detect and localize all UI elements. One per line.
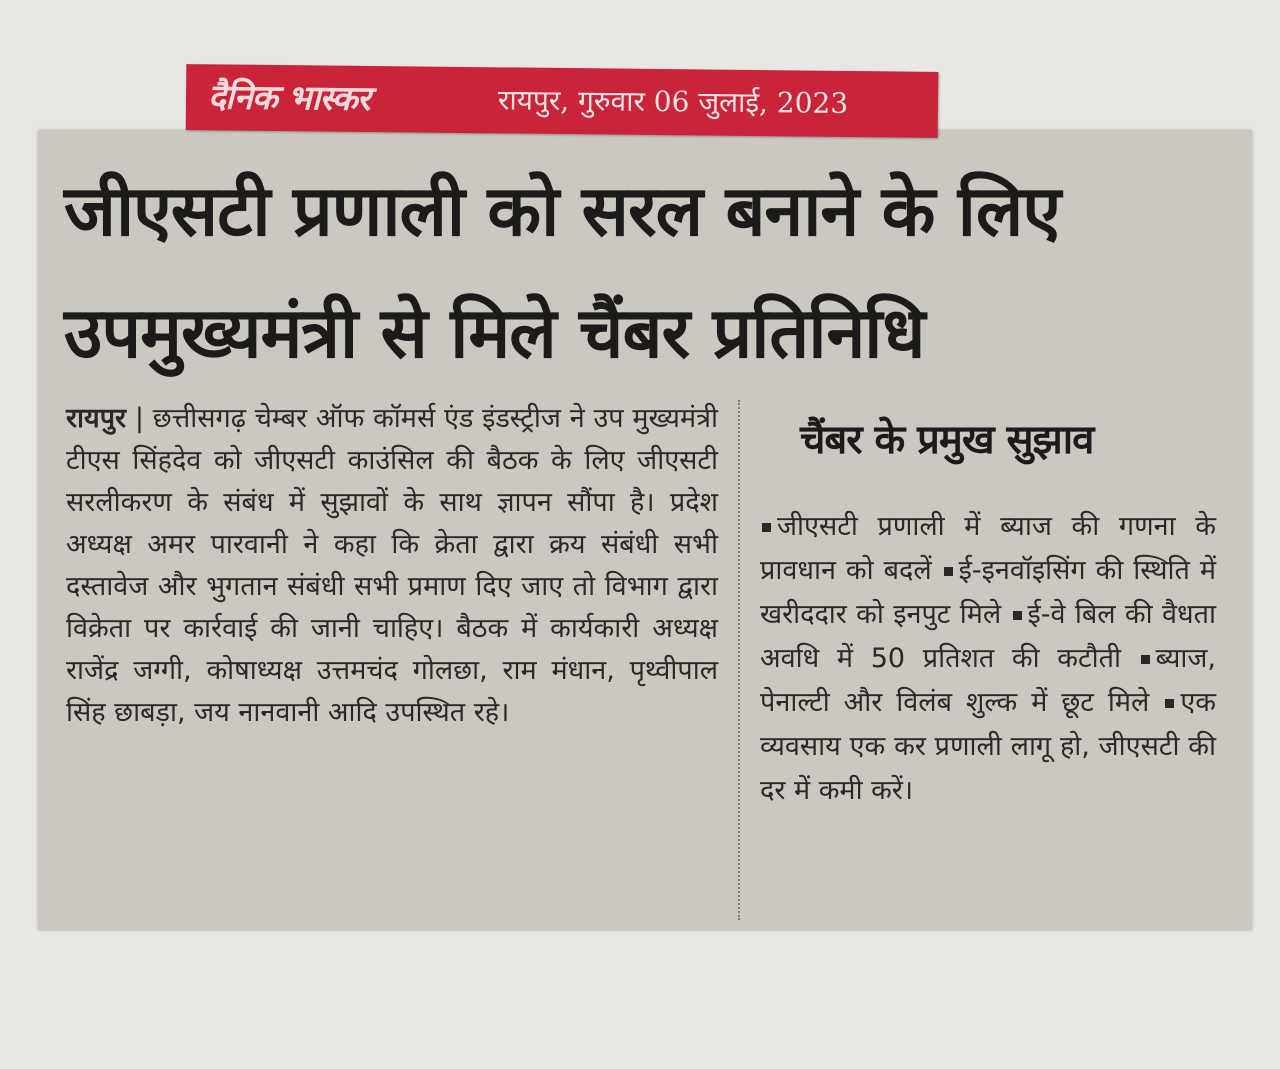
suggestions-heading: चैंबर के प्रमुख सुझाव <box>800 417 1094 463</box>
article-text: छत्तीसगढ़ चेम्बर ऑफ कॉमर्स एंड इंडस्ट्रीज ने उप मुख्यमंत्री टीएस सिंहदेव को जीएसटी काउंसिल की बैठक के लिए जीएसटी सरलीकरण के संबंध में सुझावों के साथ ज्ञापन सौंपा है। प्रदेश अध्यक्ष अमर पारवानी ने कहा कि क्रेता द्वारा क्रय संबंधी सभी दस्तावेज और भुगतान संबंधी सभी प्रमाण दिए जाए तो विभाग द्वारा विक्रेता पर कार्रवाई की जानी चाहिए। बैठक में कार्यकारी अध्यक्ष राजेंद्र जग्गी, कोषाध्यक्ष उत्तमचंद गोलछा, राम मंधान, पृथ्वीपाल सिंह छाबड़ा, जय नानवानी आदि उपस्थित रहे। <box>66 403 718 728</box>
newspaper-brand: दैनिक भास्कर <box>207 77 370 119</box>
suggestion-item: ई-इनवॉइसिंग की स्थिति में खरीददार को इनपुट मिले <box>760 555 1216 630</box>
bullet-icon <box>1141 655 1150 664</box>
bullet-icon <box>1013 611 1022 620</box>
column-divider <box>738 400 740 920</box>
article-body <box>66 398 718 734</box>
suggestion-item: ई-वे बिल की वैधता अवधि में 50 प्रतिशत की कटौती <box>760 599 1216 674</box>
dateline-separator: | <box>134 403 153 434</box>
bullet-icon <box>1165 699 1174 708</box>
bullet-icon <box>762 523 771 532</box>
bullet-icon <box>944 567 953 576</box>
suggestion-item: जीएसटी प्रणाली में ब्याज की गणना के प्रावधान को बदलें <box>760 511 1216 586</box>
suggestion-item: एक व्यवसाय एक कर प्रणाली लागू हो, जीएसटी की दर में कमी करें। <box>760 687 1216 806</box>
suggestion-item: ब्याज, पेनाल्टी और विलंब शुल्क में छूट मिले <box>760 643 1216 718</box>
masthead-banner <box>186 64 939 138</box>
suggestions-list <box>760 505 1216 813</box>
edition-dateline: रायपुर, गुरुवार 06 जुलाई, 2023 <box>497 83 849 120</box>
headline-line-2: उपमुख्यमंत्री से मिले चैंबर प्रतिनिधि <box>64 292 925 374</box>
headline-line-1: जीएसटी प्रणाली को सरल बनाने के लिए <box>64 170 1061 252</box>
article-dateline: रायपुर <box>66 403 127 434</box>
